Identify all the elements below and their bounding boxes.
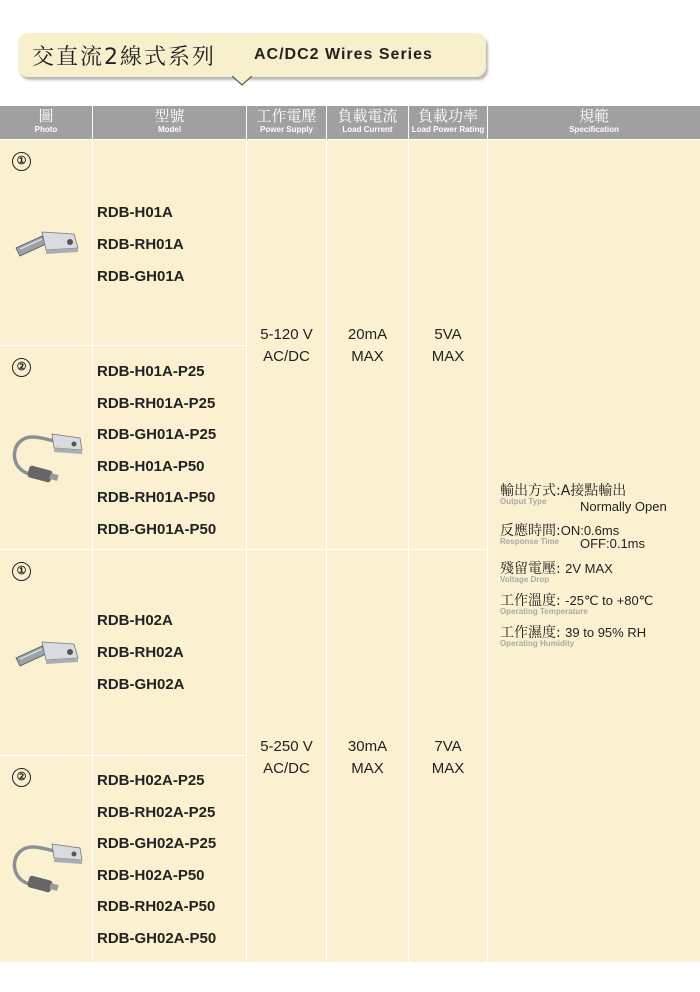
model-item: RDB-RH02A xyxy=(97,644,184,661)
power-value: 5VA xyxy=(434,326,462,343)
spec-drop-sub: Voltage Drop xyxy=(500,575,550,584)
model-item: RDB-H02A xyxy=(97,612,173,629)
model-item: RDB-GH02A xyxy=(97,676,185,693)
row-number: ② xyxy=(12,358,31,377)
power-value: 7VA xyxy=(434,738,462,755)
power-max: MAX xyxy=(431,760,465,777)
voltage-type: AC/DC xyxy=(263,348,310,365)
model-item: RDB-RH02A-P50 xyxy=(97,898,216,915)
current-max: MAX xyxy=(351,760,384,777)
spec-temp-value: -25℃ to +80℃ xyxy=(565,593,654,608)
spec-drop-label: 殘留電壓 xyxy=(500,561,556,577)
title-zh: 交直流2線式系列 xyxy=(32,45,216,70)
model-item: RDB-RH01A xyxy=(97,236,184,253)
current-max: MAX xyxy=(351,348,384,365)
row-number: ① xyxy=(12,152,31,171)
model-item: RDB-RH01A-P50 xyxy=(97,489,216,506)
title-en: AC/DC2 Wires Series xyxy=(254,46,433,63)
spec-response-value2: OFF:0.1ms xyxy=(580,536,646,551)
voltage-cell xyxy=(247,550,326,962)
model-item: RDB-H01A-P50 xyxy=(97,457,205,475)
voltage-value: 5-250 V xyxy=(260,738,313,755)
current-cell xyxy=(327,140,408,549)
photo-cell xyxy=(0,550,92,755)
photo-cell xyxy=(0,756,92,962)
model-cell xyxy=(93,756,246,962)
spec-response-label: 反應時間 xyxy=(500,523,556,539)
photo-cell xyxy=(0,140,92,345)
model-item: RDB-H01A xyxy=(97,204,173,221)
voltage-cell xyxy=(247,140,326,549)
spec-output-label: 輸出方式 xyxy=(500,483,556,499)
model-item: RDB-GH02A-P50 xyxy=(97,929,217,947)
power-max: MAX xyxy=(431,348,465,365)
current-value: 20mA xyxy=(347,326,388,343)
spec-response-sub: Response Time xyxy=(500,537,559,546)
header-power-supply: 工作電壓 Power Supply xyxy=(247,106,326,139)
header-photo: 圖 Photo xyxy=(0,106,92,139)
spec-temp-sub: Operating Temperature xyxy=(500,607,588,616)
current-cell xyxy=(327,550,408,962)
power-cell xyxy=(409,550,487,962)
spec-output-value: A接點輸出 xyxy=(560,483,627,499)
sensor-cable-photo-icon xyxy=(8,422,86,486)
power-cell xyxy=(409,140,487,549)
model-cell xyxy=(93,550,246,755)
sensor-photo-icon xyxy=(12,632,82,674)
header-specification: 規範 Specification xyxy=(488,106,700,139)
model-item: RDB-GH02A-P25 xyxy=(97,835,217,852)
spec-table xyxy=(0,106,700,962)
spec-humidity-sub: Operating Humidity xyxy=(500,639,575,648)
spec-humidity-value: 39 to 95% RH xyxy=(565,625,647,640)
model-cell xyxy=(93,140,246,345)
row-number: ② xyxy=(12,768,31,787)
current-value: 30mA xyxy=(347,738,388,755)
model-item: RDB-H02A-P25 xyxy=(97,772,205,789)
voltage-value: 5-120 V xyxy=(260,326,313,343)
model-item: RDB-GH01A xyxy=(97,268,185,285)
model-item: RDB-RH01A-P25 xyxy=(97,394,216,412)
header-load-power: 負載功率 Load Power Rating xyxy=(409,106,487,139)
header-model: 型號 Model xyxy=(93,106,246,139)
banner-pointer-icon xyxy=(232,76,252,86)
sensor-cable-photo-icon xyxy=(8,832,86,896)
spec-humidity-label: 工作濕度 xyxy=(500,625,556,641)
specification-cell: 輸出方式:A接點輸出 Output Type Normally Open 反應時間:ON:0.6ms Response Time OFF:0.1ms 殘留電壓: 2V MAX Voltage Drop 工作溫度: -25℃ to +80℃ Operating Temperature 工作濕度: 39 to 95% RH Operating Humidity xyxy=(488,140,700,962)
spec-output-value2: Normally Open xyxy=(580,499,667,514)
voltage-type: AC/DC xyxy=(263,760,310,777)
sensor-photo-icon xyxy=(12,222,82,264)
model-item: RDB-H01A-P25 xyxy=(97,363,205,380)
model-item: RDB-RH02A-P25 xyxy=(97,803,216,821)
model-cell xyxy=(93,346,246,549)
photo-cell xyxy=(0,346,92,549)
spec-response-value: ON:0.6ms xyxy=(560,523,620,538)
spec-output-sub: Output Type xyxy=(500,497,547,506)
header-load-current: 負載電流 Load Current xyxy=(327,106,408,139)
spec-temp-label: 工作溫度 xyxy=(500,593,556,609)
model-item: RDB-GH01A-P25 xyxy=(97,426,217,443)
row-number: ① xyxy=(12,562,31,581)
spec-drop-value: 2V MAX xyxy=(565,561,613,576)
model-item: RDB-H02A-P50 xyxy=(97,866,205,884)
model-item: RDB-GH01A-P50 xyxy=(97,520,217,538)
title-banner xyxy=(18,33,486,77)
